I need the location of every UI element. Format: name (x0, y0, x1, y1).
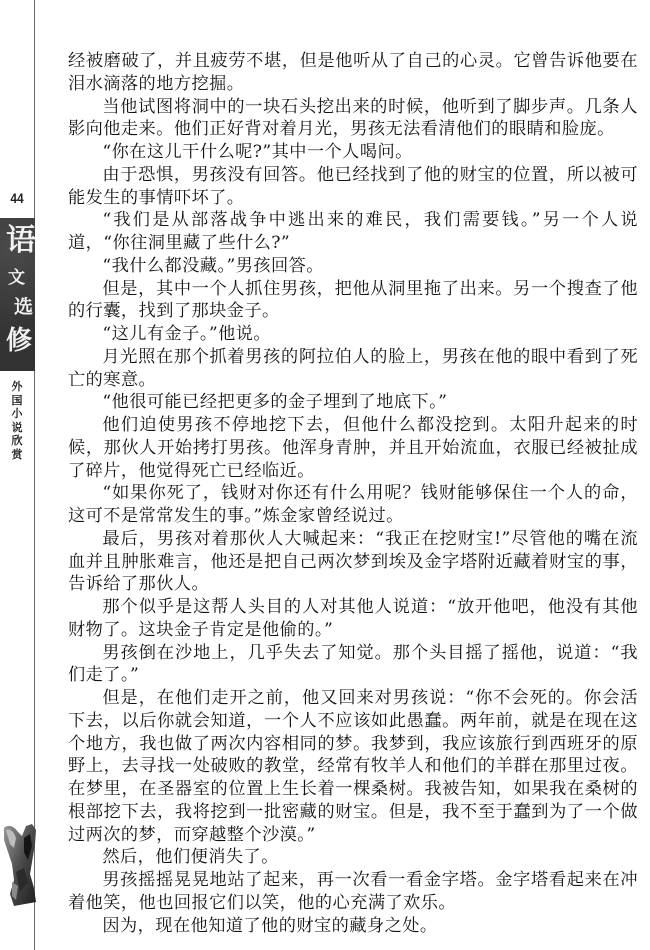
paragraph: 由于恐惧，男孩没有回答。他已经找到了他的财宝的位置，所以被可能发生的事情吓坏了。 (68, 164, 638, 208)
paragraph: 但是，在他们走开之前，他又回来对男孩说：“你不会死的。你会活下去，以后你就会知道，一个人不应该如此愚蠢。两年前，就是在现在这个地方，我也做了两次内容相同的梦。我梦到，我应该旅行到西班牙的原野上，去寻找一处破败的教堂，经常有牧羊人和他们的羊群在那里过夜。在梦里，在圣器室的位置上生长着一棵桑树。我被告知，如果我在桑树的根部挖下去，我将挖到一批密藏的财宝。但是，我不至于蠢到为了一个做过两次的梦，而穿越整个沙漠。” (68, 688, 638, 845)
side-title-char: 语 (6, 223, 36, 258)
story-text (68, 50, 638, 937)
paragraph: 男孩摇摇晃晃地站了起来，再一次看一看金字塔。金字塔看起来在冲着他笑，他也回报它们以笑，他的心充满了欢乐。 (68, 870, 638, 913)
angel-statue-icon (2, 822, 38, 908)
paragraph: “我什么都没藏。”男孩回答。 (102, 255, 324, 276)
paragraph: “他很可能已经把更多的金子埋到了地底下。” (102, 392, 448, 413)
side-subtitle: 外国小说欣赏 (11, 380, 23, 461)
paragraph: “我们是从部落战争中逃出来的难民，我们需要钱。”另一个人说道，“你往洞里藏了些什么?” (68, 210, 638, 253)
paragraph: “你在这儿干什么呢?”其中一个人喝问。 (102, 142, 413, 162)
paragraph: 经被磨破了，并且疲劳不堪，但是他听从了自己的心灵。它曾告诉他要在泪水滴落的地方挖掘。 (68, 51, 638, 94)
side-title-char: 文 (8, 268, 25, 288)
paragraph: 最后，男孩对着那伙人大喊起来：“我正在挖财宝!”尽管他的嘴在流血并且肿胀难言，他还是把自己两次梦到埃及金字塔附近藏着财宝的事，告诉给了那伙人。 (68, 528, 638, 595)
paragraph: 但是，其中一个人抓住男孩，把他从洞里拖了出来。另一个搜查了他的行囊，找到了那块金子。 (68, 278, 638, 322)
paragraph: 那个似乎是这帮人头目的人对其他人说道：“放开他吧，他没有其他财物了。这块金子肯定是他偷的。” (68, 597, 638, 640)
paragraph: “这儿有金子。”他说。 (102, 324, 272, 344)
margin-rule (34, 0, 35, 950)
paragraph: 男孩倒在沙地上，几乎失去了知觉。那个头目摇了摇他，说道：“我们走了。” (68, 642, 638, 686)
paragraph: 因为，现在他知道了他的财宝的藏身之处。 (102, 915, 438, 936)
paragraph: 当他试图将洞中的一块石头挖出来的时候，他听到了脚步声。几条人影向他走来。他们正好背对着月光，男孩无法看清他们的眼睛和脸庞。 (68, 96, 638, 140)
paragraph: 他们迫使男孩不停地挖下去，但他什么都没挖到。太阳升起来的时候，那伙人开始拷打男孩。他浑身青肿，并且开始流血，衣服已经被扯成了碎片，他觉得死亡已经临近。 (68, 415, 638, 481)
side-title-block (0, 218, 35, 371)
side-title-char: 修 (6, 326, 33, 356)
paragraph: 月光照在那个抓着男孩的阿拉伯人的脸上，男孩在他的眼中看到了死亡的寒意。 (68, 346, 638, 390)
page-number: 44 (10, 190, 24, 206)
paragraph: 然后，他们便消失了。 (102, 847, 279, 868)
paragraph: “如果你死了，钱财对你还有什么用呢？钱财能够保住一个人的命，这可不是常常发生的事。”炼金家曾经说过。 (68, 483, 638, 526)
side-title-char: 选 (14, 296, 34, 318)
